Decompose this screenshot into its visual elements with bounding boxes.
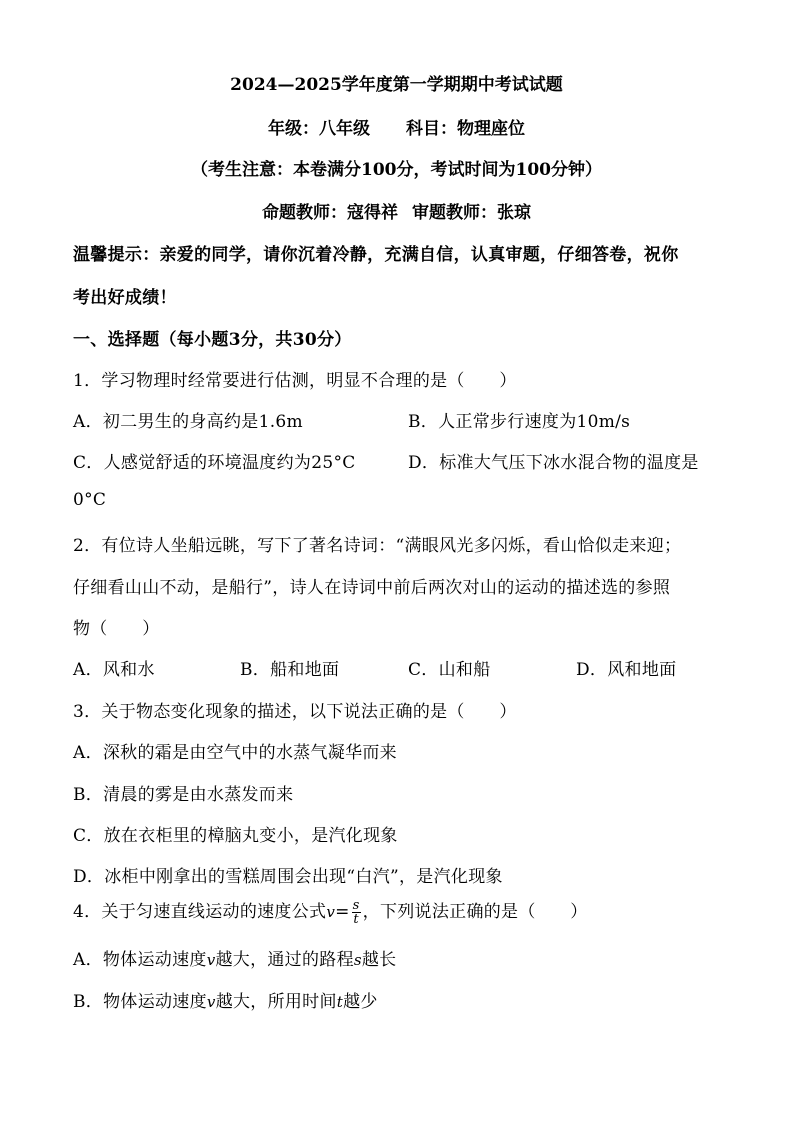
q1-option-a: A．初二男生的身高约是1.6m <box>73 412 303 432</box>
q4-option-b <box>73 987 378 1012</box>
q2-stem-line-1: 2．有位诗人坐船远眺，写下了著名诗词：“满眼风光多闪烁，看山恰似走来迎； <box>73 536 682 556</box>
q4-a-var-v: v <box>206 951 216 969</box>
q4-b-text-3: 越少 <box>343 992 378 1012</box>
q4-stem <box>73 897 588 926</box>
exam-notice: （考生注意：本卷满分100分，考试时间为100分钟） <box>191 160 602 180</box>
q1-option-b: B．人正常步行速度为10m/s <box>408 412 631 432</box>
q2-option-b: B．船和地面 <box>240 660 340 680</box>
setter-teacher: 命题教师：寇得祥 <box>262 203 398 223</box>
q4-stem-prefix: 4．关于匀速直线运动的速度公式 <box>73 902 327 922</box>
teachers-line <box>0 198 793 223</box>
q4-b-var-v: v <box>206 993 216 1011</box>
q2-option-d: D．风和地面 <box>576 660 677 680</box>
q4-a-text-2: 越大，通过的路程 <box>215 950 354 970</box>
q3-option-d: D．冰柜中刚拿出的雪糕周围会出现“白汽”，是汽化现象 <box>73 867 503 887</box>
q1-stem: 1．学习物理时经常要进行估测，明显不合理的是（ ） <box>73 371 517 391</box>
tip-line-2: 考出好成绩！ <box>73 288 177 308</box>
exam-title: 2024—2025学年度第一学期期中考试试题 <box>230 75 563 95</box>
formula-numerator: s <box>352 898 360 913</box>
q3-option-b: B．清晨的雾是由水蒸发而来 <box>73 785 294 805</box>
formula-v: v <box>326 903 336 921</box>
subject-label: 科目：物理座位 <box>406 119 525 139</box>
formula-denominator: t <box>353 912 359 927</box>
grade-label: 年级：八年级 <box>268 119 370 139</box>
q4-stem-suffix: ，下列说法正确的是（ ） <box>362 902 588 922</box>
q1-option-c: C．人感觉舒适的环境温度约为25°C <box>73 453 356 473</box>
q4-b-text-1: B．物体运动速度 <box>73 992 207 1012</box>
q4-a-text-1: A．物体运动速度 <box>73 950 207 970</box>
speed-formula-fraction <box>352 899 361 926</box>
q2-stem-line-3: 物（ ） <box>73 619 160 639</box>
section-heading: 一、选择题（每小题3分，共30分） <box>73 330 352 350</box>
q4-b-text-2: 越大，所用时间 <box>215 992 337 1012</box>
formula-equals: = <box>335 902 350 922</box>
tip-line-1: 温馨提示：亲爱的同学，请你沉着冷静，充满自信，认真审题，仔细答卷，祝你 <box>73 245 679 265</box>
q2-option-c: C．山和船 <box>408 660 491 680</box>
q1-option-d-continued: 0°C <box>73 490 107 510</box>
q4-option-a <box>73 945 396 970</box>
q1-option-d: D．标准大气压下冰水混合物的温度是 <box>408 453 699 473</box>
q2-option-a: A．风和水 <box>73 660 155 680</box>
q3-stem: 3．关于物态变化现象的描述，以下说法正确的是（ ） <box>73 702 517 722</box>
q4-b-var-t: t <box>336 993 344 1011</box>
reviewer-teacher: 审题教师：张琼 <box>412 203 531 223</box>
q3-option-c: C．放在衣柜里的樟脑丸变小，是汽化现象 <box>73 826 398 846</box>
grade-subject-line <box>0 114 793 139</box>
q4-a-var-s: s <box>353 951 362 969</box>
q2-stem-line-2: 仔细看山山不动，是船行”，诗人在诗词中前后两次对山的运动的描述选的参照 <box>73 578 671 598</box>
q3-option-a: A．深秋的霜是由空气中的水蒸气凝华而来 <box>73 743 397 763</box>
q4-a-text-3: 越长 <box>361 950 397 970</box>
